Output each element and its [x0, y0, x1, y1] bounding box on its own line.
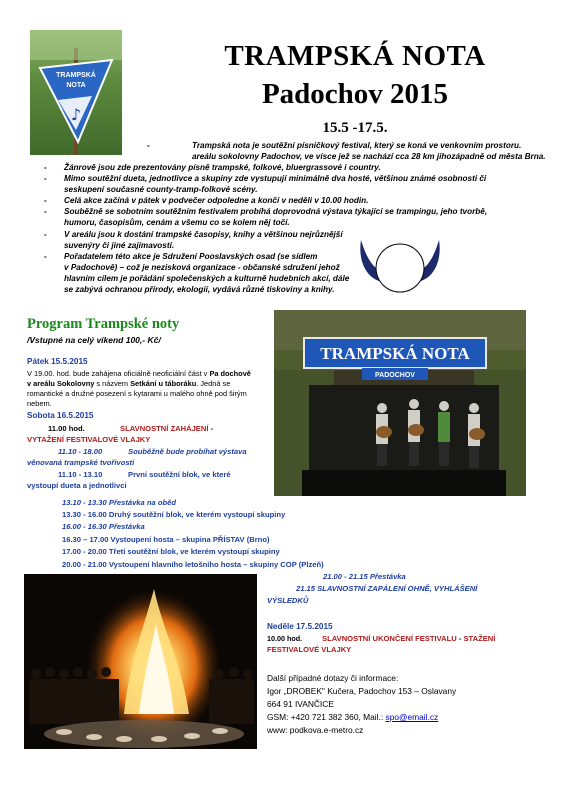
program-title: Program Trampské noty	[27, 316, 180, 332]
intro-p3-line2: seskupení současné county-tramp-folkové scény.	[64, 185, 258, 194]
sat-r11b: VÝSLEDKŮ	[267, 596, 309, 605]
horned-logo-icon	[355, 232, 445, 302]
friday-line3: romantické a družné posezení s kytarami u malého ohně pod širým	[27, 389, 247, 398]
email-link[interactable]: spo@email.cz	[385, 712, 439, 722]
intro-p2: Žánrově jsou zde prezentovány písně trampské, folkové, bluergrassové i country.	[64, 163, 381, 172]
sat-r9: 20.00 - 21.00 Vystoupení hlavního letošního hosta – skupiny COP (Plzeň)	[62, 560, 324, 569]
sat-r11: 21.15 SLAVNOSTNÍ ZAPÁLENÍ OHNĚ, VYHLÁŠENÍ	[296, 584, 478, 593]
friday-line2: v areálu Sokolovny s názvem Setkání u táboráku. Jedná se	[27, 379, 231, 388]
intro-p3-line1: Mimo soutěžní dueta, jednotlivce a skupiny zde vystupují minimálně dva hosté, většinou známé osobnosti či	[64, 174, 487, 183]
sat-r2-time: 11.10 - 18.00	[58, 447, 103, 456]
contact-line4: GSM: +420 721 382 360, Mail.: spo@email.cz	[267, 712, 439, 722]
sat-r2-text2: věnovaná trampské tvořivosti	[27, 458, 135, 467]
intro-p5-line2: humoru, časopisům, cenám a všemu co se kolem něj točí.	[64, 218, 290, 227]
music-note-icon: ♪	[70, 105, 82, 124]
contact-line1: Další případné dotazy či informace:	[267, 673, 399, 683]
sat-r8: 17.00 - 20.00 Třetí soutěžní blok, ve kterém vystoupí skupiny	[62, 547, 280, 556]
sun-time: 10.00 hod.	[267, 634, 303, 643]
contact-line2: Igor „DROBEK" Kučera, Padochov 153 – Oslavany	[267, 686, 457, 696]
sat-r6: 16.00 - 16.30 Přestávka	[62, 522, 145, 531]
contact-web: www: podkova.e-metro.cz	[267, 725, 364, 735]
sat-r3-time: 11.10 - 13.10	[58, 470, 103, 479]
bullet-dash: -	[44, 230, 47, 239]
sat-r7: 16.30 – 17.00 Vystoupení hosta – skupina PŘÍSTAV (Brno)	[62, 535, 270, 544]
intro-p1-line2: areálu sokolovny Padochov, ve vísce jež se nachází cca 28 km jihozápadně od města Brna.	[192, 151, 546, 161]
bullet-dash: -	[147, 141, 150, 150]
sat-r10: 21.00 - 21.15 Přestávka	[323, 572, 406, 581]
sat-r4: 13.10 - 13.30 Přestávka na oběd	[62, 498, 176, 507]
sun-text: SLAVNOSTNÍ UKONČENÍ FESTIVALU - STAŽENÍ	[322, 634, 496, 643]
friday-line4: nebem.	[27, 399, 52, 408]
pennant-flag	[30, 30, 122, 155]
intro-p6-line2: suvenýry či jiné zajímavosti.	[64, 241, 175, 250]
intro-p1-line1: Trampská nota je soutěžní písničkový festival, který se koná ve venkovním prostoru.	[192, 141, 522, 150]
saturday-heading: Sobota 16.5.2015	[27, 411, 94, 420]
campfire-photo	[24, 574, 257, 749]
intro-p4: Celá akce začíná v pátek v podvečer odpoledne a končí v neděli v 10.00 hodin.	[64, 196, 369, 205]
title-line1: TRAMPSKÁ NOTA	[224, 40, 486, 72]
bullet-dash: -	[44, 163, 47, 172]
sat-r5: 13.30 - 16.00 Druhý soutěžní blok, ve kterém vystoupí skupiny	[62, 510, 286, 519]
festival-dates: 15.5 -17.5.	[322, 120, 388, 136]
flag-text-1: TRAMPSKÁ	[56, 72, 96, 79]
sat-r2-text: Souběžně bude probíhat výstava	[128, 447, 247, 456]
intro-p6-line1: V areálu jsou k dostání trampské časopisy, knihy a většinou nejrůznější	[64, 230, 343, 239]
intro-p7-line2: v Padochově) – což je nezisková organizace - občanské sdružení jehož	[64, 263, 340, 272]
intro-p7-line4: se zabývá ochranou přírody, ekologií, vydává různé tiskoviny a knihy.	[64, 285, 335, 294]
flag-text-2: NOTA	[66, 82, 86, 89]
bullet-dash: -	[44, 196, 47, 205]
flag-photo	[30, 30, 122, 155]
sunday-heading: Neděle 17.5.2015	[267, 622, 333, 631]
bullet-dash: -	[44, 207, 47, 216]
bullet-dash: -	[44, 252, 47, 261]
intro-p7-line3: hlavním cílem je pořádání společenských a kulturně hudebních akcí, dále	[64, 274, 350, 283]
sat-r1-text: SLAVNOSTNÍ ZAHÁJENÍ -	[120, 424, 214, 433]
sat-r3-text: První soutěžní blok, ve které	[128, 470, 231, 479]
intro-p7-line1: Pořadatelem této akce je Sdružení Pooslavských osad (se sídlem	[64, 252, 318, 261]
contact-line3: 664 91 IVANČICE	[267, 699, 334, 709]
stage-photo	[274, 310, 526, 496]
sat-r1-text2: VYTAŽENÍ FESTIVALOVÉ VLAJKY	[27, 435, 151, 444]
friday-line1: V 19.00. hod. bude zahájena oficiálně neoficiální část v Pa dochově	[27, 369, 251, 378]
title-line2: Padochov 2015	[261, 78, 449, 110]
sun-text3: FESTIVALOVÉ VLAJKY	[267, 645, 352, 654]
friday-heading: Pátek 15.5.2015	[27, 357, 88, 366]
intro-p5-line1: Souběžně se sobotním soutěžním festivalem probíhá doprovodná výstava týkající se trampingu, jeho tvorbě,	[64, 207, 488, 216]
sat-r1-time: 11.00 hod.	[48, 424, 85, 433]
stage-banner-subtitle: PADOCHOV	[375, 372, 415, 379]
stage-banner-title: TRAMPSKÁ NOTA	[320, 344, 470, 363]
ticket-price: /Vstupné na celý víkend 100,- Kč/	[27, 335, 161, 345]
bullet-dash: -	[44, 174, 47, 183]
sat-r3-text2: vystoupí dueta a jednotlivci	[27, 481, 127, 490]
